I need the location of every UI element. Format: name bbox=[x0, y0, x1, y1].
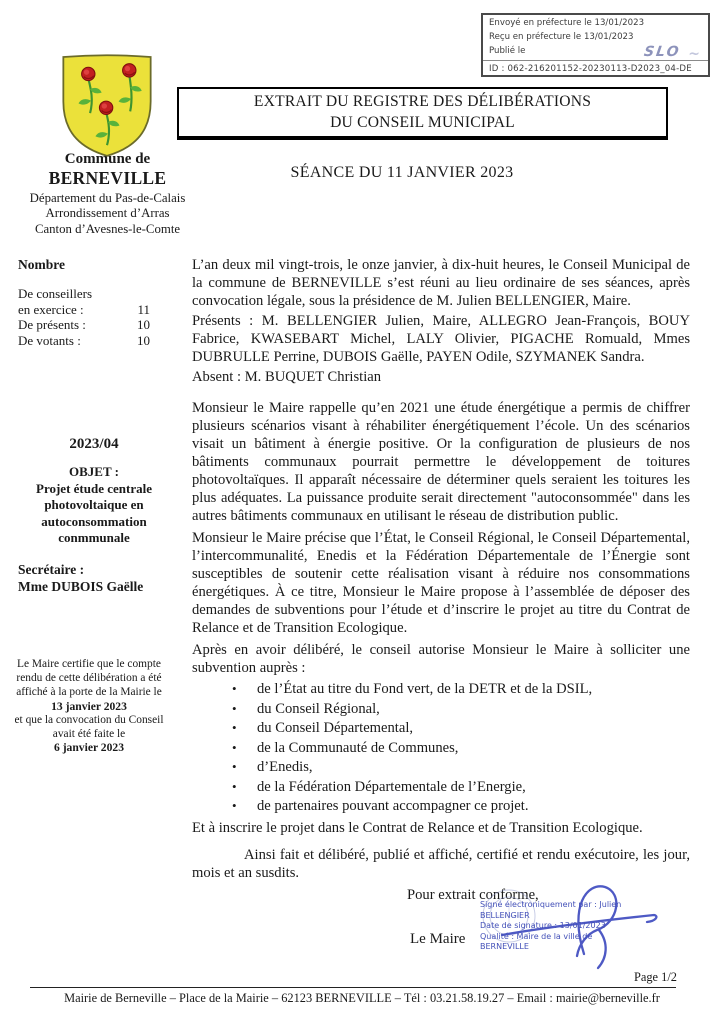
register-title-line1: EXTRAIT DU REGISTRE DES DÉLIBÉRATIONS bbox=[253, 93, 592, 110]
prefecture-stamp-box bbox=[481, 13, 710, 77]
signature-line: Qualité : Maire de la ville de bbox=[480, 931, 593, 941]
presents-paragraph: Présents : M. BELLENGIER Julien, Maire, ALLEGRO Jean-François, BOUY Fabrice, KWASEBART Michel, LALY Olivier, PIGACHE Romuald, Mmes DUBRULLE Perrine, DUBOIS Gaëlle, PAYEN Odile, SZYMANEK Sandra. bbox=[192, 313, 690, 365]
list-item: • du Conseil Départemental, bbox=[230, 719, 690, 737]
signature-line: Date de signature : 13/01/2023 bbox=[480, 921, 606, 930]
shield-icon bbox=[58, 52, 156, 160]
register-title-line2: DU CONSEIL MUNICIPAL bbox=[330, 114, 515, 131]
objet-line: photovoltaique en bbox=[44, 497, 144, 512]
list-item: • du Conseil Régional, bbox=[230, 700, 690, 718]
page-number: Page 1/2 bbox=[633, 970, 677, 984]
count-value: 10 bbox=[137, 317, 150, 332]
deliberation-intro-paragraph: Après en avoir délibéré, le conseil autorise Monsieur le Maire à solliciter une subvention auprès : bbox=[192, 642, 690, 676]
count-row-presents bbox=[18, 317, 150, 333]
stamp-id-line: ID : 062-216201152-20230113-D2023_04-DE bbox=[483, 60, 708, 77]
count-row-votants bbox=[18, 333, 150, 349]
signature-line: BELLENGIER bbox=[480, 910, 530, 920]
signature-line: BERNEVILLE bbox=[480, 942, 529, 951]
electronic-signature-block bbox=[480, 900, 660, 953]
convocation-date: 6 janvier 2023 bbox=[54, 741, 124, 755]
objet-title: OBJET : bbox=[69, 464, 119, 479]
stamp-received-line: Reçu en préfecture le 13/01/2023 bbox=[489, 32, 634, 42]
count-value: 11 bbox=[137, 301, 150, 317]
crte-paragraph: Et à inscrire le projet dans le Contrat de Relance et de Transition Ecologique. bbox=[192, 820, 643, 836]
affichage-date: 13 janvier 2023 bbox=[51, 699, 127, 713]
count-value: 10 bbox=[137, 332, 150, 348]
deliberation-number: 2023/04 bbox=[69, 436, 119, 452]
berneville-coat-of-arms bbox=[58, 52, 156, 160]
register-title-box bbox=[177, 87, 668, 140]
subvention-list bbox=[192, 680, 690, 815]
certification-text1: Le Maire certifie que le compte rendu de cette délibération a été affiché à la porte de la Mairie le bbox=[16, 658, 162, 698]
list-item: • de l’État au titre du Fond vert, de la DETR et de la DSIL, bbox=[230, 680, 690, 698]
count-row-exercice bbox=[18, 302, 150, 318]
signature-area bbox=[192, 884, 690, 979]
arrondissement-line: Arrondissement d’Arras bbox=[45, 206, 170, 221]
counts-intro: De conseillers bbox=[18, 286, 93, 301]
count-label: De présents : bbox=[18, 317, 86, 332]
list-item: • d’Enedis, bbox=[230, 758, 690, 776]
list-item: • de partenaires pouvant accompagner ce projet. bbox=[230, 797, 690, 815]
secretaire-block bbox=[18, 561, 143, 595]
deliberation-body bbox=[192, 256, 690, 979]
commune-label: Commune de bbox=[64, 151, 151, 167]
precision-paragraph: Monsieur le Maire précise que l’État, le Conseil Régional, le Conseil Départemental, l’intercommunalité, Enedis et la Fédération Départementale de l’Énergie sont susceptibles de soutenir cette réalisation visant à réduire nos consommations énergétiques. À ce titre, Monsieur le Maire propose à l’assemblée de déposer des demandes de subventions pour l’étude et d’inscrire le projet au titre du Contrat de Relance et de Transition Ecologique. bbox=[192, 530, 690, 636]
signature-line: Signé électroniquement par : Julien bbox=[480, 900, 622, 909]
objet-line: Projet étude centrale bbox=[36, 480, 152, 496]
list-item: • de la Fédération Départementale de l’Energie, bbox=[230, 778, 690, 796]
pour-extrait-conforme: Pour extrait conforme, bbox=[407, 887, 539, 903]
stamp-sent-line: Envoyé en préfecture le 13/01/2023 bbox=[489, 18, 645, 28]
absent-paragraph: Absent : M. BUQUET Christian bbox=[192, 369, 382, 385]
secretaire-label: Secrétaire : bbox=[18, 562, 85, 577]
departement-line: Département du Pas-de-Calais bbox=[29, 191, 186, 205]
council-counts bbox=[18, 286, 150, 348]
slow-platform-logo: SLO bbox=[642, 44, 682, 60]
opening-paragraph: L’an deux mil vingt-trois, le onze janvier, à dix-huit heures, le Conseil Municipal de la commune de BERNEVILLE s’est réuni au lieu ordinaire de ses séances, après convocation légale, sous la présidence de M. Julien BELLENGIER, Maire. bbox=[192, 257, 690, 309]
objet-block bbox=[8, 464, 180, 547]
rappel-paragraph: Monsieur le Maire rappelle qu’en 2021 une étude énergétique a permis de chiffrer plusieurs scénarios visant à réhabiliter énergétiquement l’école. Un des scénarios visait un bâtiment à énergie positive. Or la configuration de plusieurs de nos bâtiments communaux pourrait permettre le développement de toitures photovoltaïques. Il apparaît nécessaire de déterminer quels seraient les toitures les plus adéquates. La puissance produite serait directement "autoconsommée" dans les autres bâtiments communaux en utilisant le réseau de distribution public. bbox=[192, 400, 690, 524]
list-item: • de la Communauté de Communes, bbox=[230, 739, 690, 757]
affichage-certification bbox=[14, 658, 164, 755]
canton-line: Canton d’Avesnes-le-Comte bbox=[34, 221, 181, 236]
closing-paragraph: Ainsi fait et délibéré, publié et affiché, certifié et rendu exécutoire, les jour, mois et an susdits. bbox=[192, 847, 690, 881]
nombre-heading: Nombre bbox=[18, 257, 65, 272]
stamp-published-line: Publié le bbox=[489, 46, 526, 56]
objet-line: conmmunale bbox=[58, 530, 130, 545]
objet-line: autoconsommation bbox=[41, 513, 147, 529]
secretaire-name: Mme DUBOIS Gaëlle bbox=[18, 579, 144, 594]
mairie-address-footer: Mairie de Berneville – Place de la Mairie – 62123 BERNEVILLE – Tél : 03.21.58.19.27 – Email : mairie@berneville.fr bbox=[64, 991, 660, 1005]
le-maire-label: Le Maire bbox=[410, 931, 466, 947]
commune-name: BERNEVILLE bbox=[48, 168, 167, 188]
seance-title: SÉANCE DU 11 JANVIER 2023 bbox=[290, 164, 514, 181]
slow-logo-wave-icon: ~ bbox=[688, 46, 700, 62]
commune-identity-block bbox=[15, 151, 200, 237]
count-label: De votants : bbox=[18, 332, 81, 348]
certification-text2: et que la convocation du Conseil avait été faite le bbox=[14, 713, 164, 740]
count-label: en exercice : bbox=[18, 301, 84, 317]
footer-divider bbox=[30, 987, 676, 988]
